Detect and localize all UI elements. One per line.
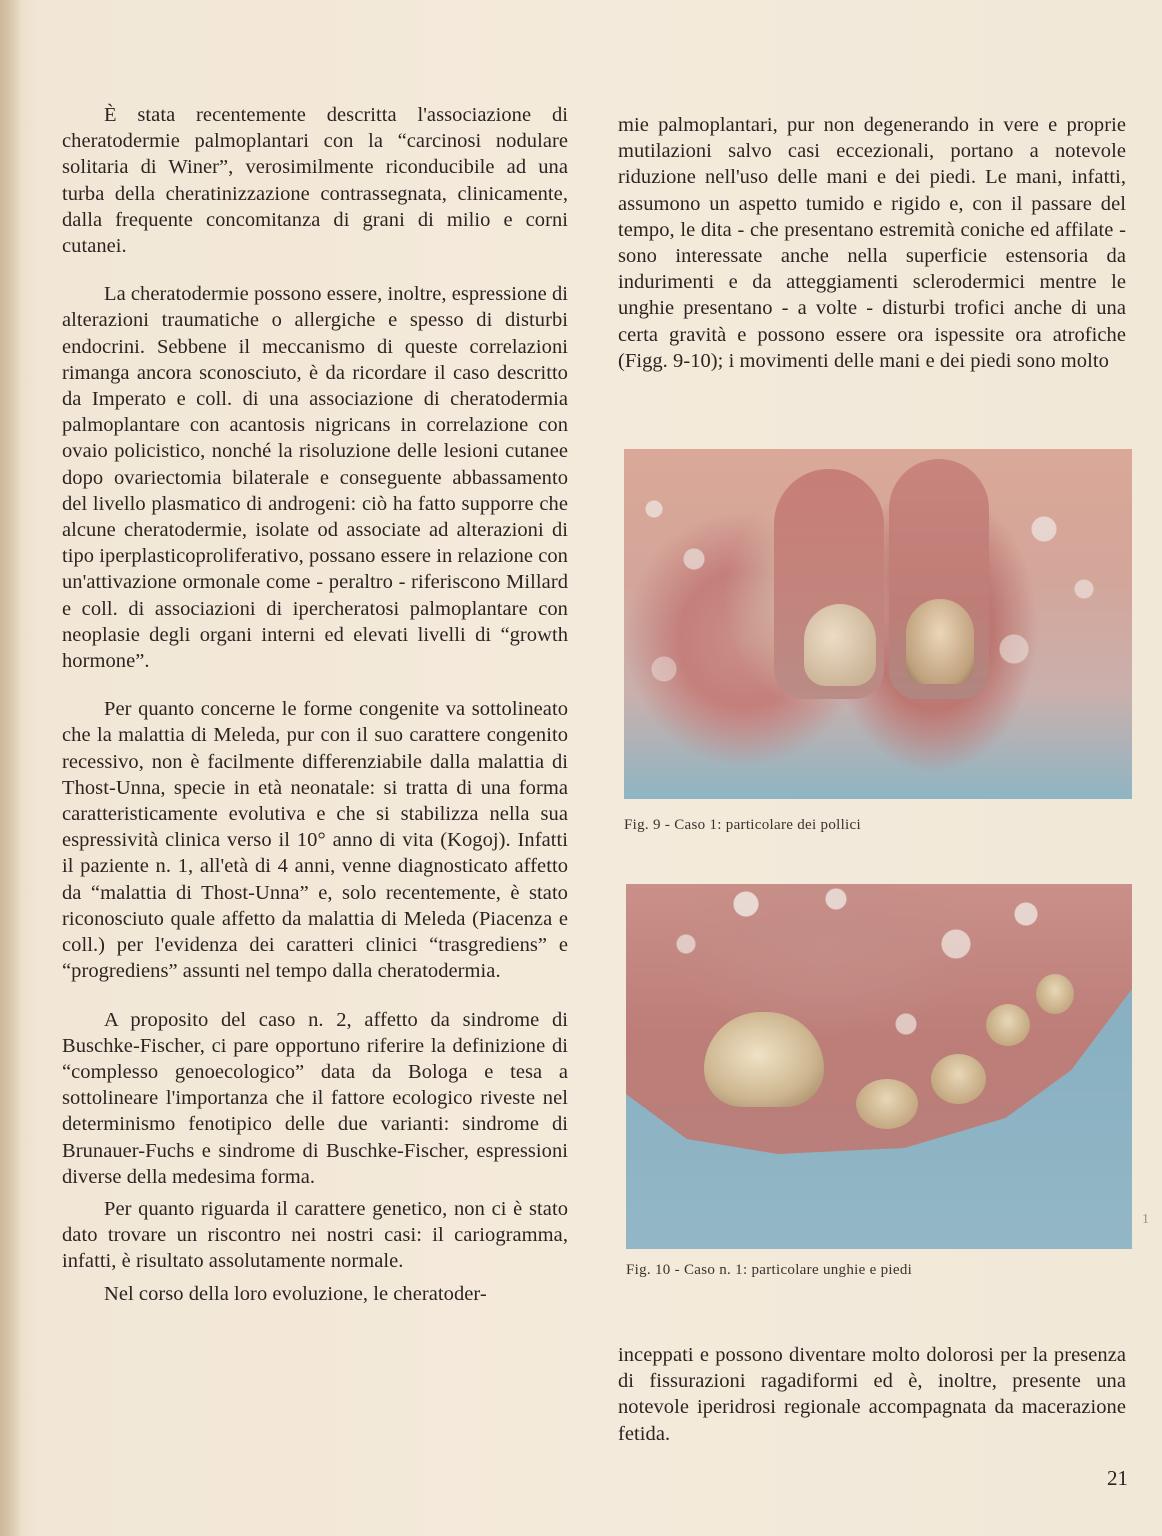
figure-9-caption: Fig. 9 - Caso 1: particolare dei pollici (624, 817, 861, 833)
left-text-column (62, 102, 568, 1307)
page-number: 21 (1107, 1466, 1128, 1490)
paragraph: Per quanto riguarda il carattere genetico, non ci è stato dato trovare un riscontro nei nostri casi: il cariogramma, infatti, è risultato assolutamente normale. (62, 1197, 568, 1273)
paragraph: Nel corso della loro evoluzione, le cheratoder- (104, 1282, 487, 1305)
skin-flakes (626, 884, 1132, 1249)
paragraph: La cheratodermie possono essere, inoltre, espressione di alterazioni traumatiche o allergiche e spesso di disturbi endocrini. Sebbene il meccanismo di queste correlazioni rimanga ancora sconosciuto, è da ricordare il caso descritto da Imperato e coll. di una associazione di cheratodermia palmoplantare con acantosis nigricans in correlazione con ovaio policistico, nonché la risoluzione delle lesioni cutanee dopo ovariectomia bilaterale e conseguente abbassamento del livello plasmatico di androgeni: ciò ha fatto supporre che alcune cheratodermie, isolate od associate ad alterazioni di tipo iperplasticoproliferativo, possano essere in relazione con un'attivazione ormonale come - peraltro - riferiscono Millard e coll. di associazioni di ipercheratosi palmoplantare con neoplasie degli organi interni ed elevati livelli di “growth hormone”. (62, 283, 568, 673)
paragraph: A proposito del caso n. 2, affetto da sindrome di Buschke-Fischer, ci pare opportuno riferire la definizione di “complesso genoecologico” data da Bologa e tesa a sottolineare l'importanza che il fattore ecologico riveste nel determinismo fenotipico delle due varianti: sindrome di Brunauer-Fuchs e sindrome di Buschke-Fischer, espressioni diverse della medesima forma. (62, 1008, 568, 1188)
paragraph: Per quanto concerne le forme congenite va sottolineato che la malattia di Meleda, pur con il suo carattere congenito recessivo, non è facilmente differenziabile dalla malattia di Thost-Unna, specie in età neonatale: si tratta di una forma caratteristicamente evolutiva e che si stabilizza nella sua espressività clinica verso il 10° anno di vita (Kogoj). Infatti il paziente n. 1, all'età di 4 anni, venne diagnosticato affetto da “malattia di Thost-Unna” e, solo recentemente, è stato riconosciuto quale affetto da malattia di Meleda (Piacenza e coll.) per l'evidenza dei caratteri clinici “trasgrediens” e “progrediens” assunti nel tempo dalla cheratodermia. (62, 698, 568, 983)
paragraph: È stata recentemente descritta l'associazione di cheratodermie palmoplantari con la “carcinosi nodulare solitaria di Winer”, verosimilmente riconducibile ad una turba della cheratinizzazione contrassegnata, clinicamente, dalla frequente concomitanza di grani di milio e corni cutanei. (62, 104, 568, 258)
right-text-column-bottom (618, 1342, 1126, 1447)
paragraph: mie palmoplantari, pur non degenerando in vere e proprie mutilazioni salvo casi eccezionali, portano a notevole riduzione nell'uso delle mani e dei piedi. Le mani, infatti, assumono un aspetto tumido e rigido e, con il passare del tempo, le dita - che presentano estremità coniche ed affilate - sono interessate anche nella superficie estensoria da indurimenti e da atteggiamenti sclerodermici mentre le unghie presentano - a volte - disturbi trofici anche di una certa gravità e possono essere ora ispessite ora atrofiche (Figg. 9-10); i movimenti delle mani e dei piedi sono molto (618, 114, 1126, 372)
figure-9-thumbs-photo (624, 449, 1132, 799)
figure-10-foot-photo (626, 884, 1132, 1249)
figure-10-caption: Fig. 10 - Caso n. 1: particolare unghie e piedi (626, 1262, 913, 1278)
paragraph: inceppati e possono diventare molto dolorosi per la presenza di fissurazioni ragadiformi ed è, inoltre, presente una notevole iperidrosi regionale accompagnata da macerazione fetida. (618, 1344, 1126, 1445)
margin-mark: 1 (1142, 1212, 1149, 1227)
right-text-column-top (618, 112, 1126, 374)
gutter-shadow (0, 0, 22, 1536)
skin-scales (624, 449, 1132, 799)
